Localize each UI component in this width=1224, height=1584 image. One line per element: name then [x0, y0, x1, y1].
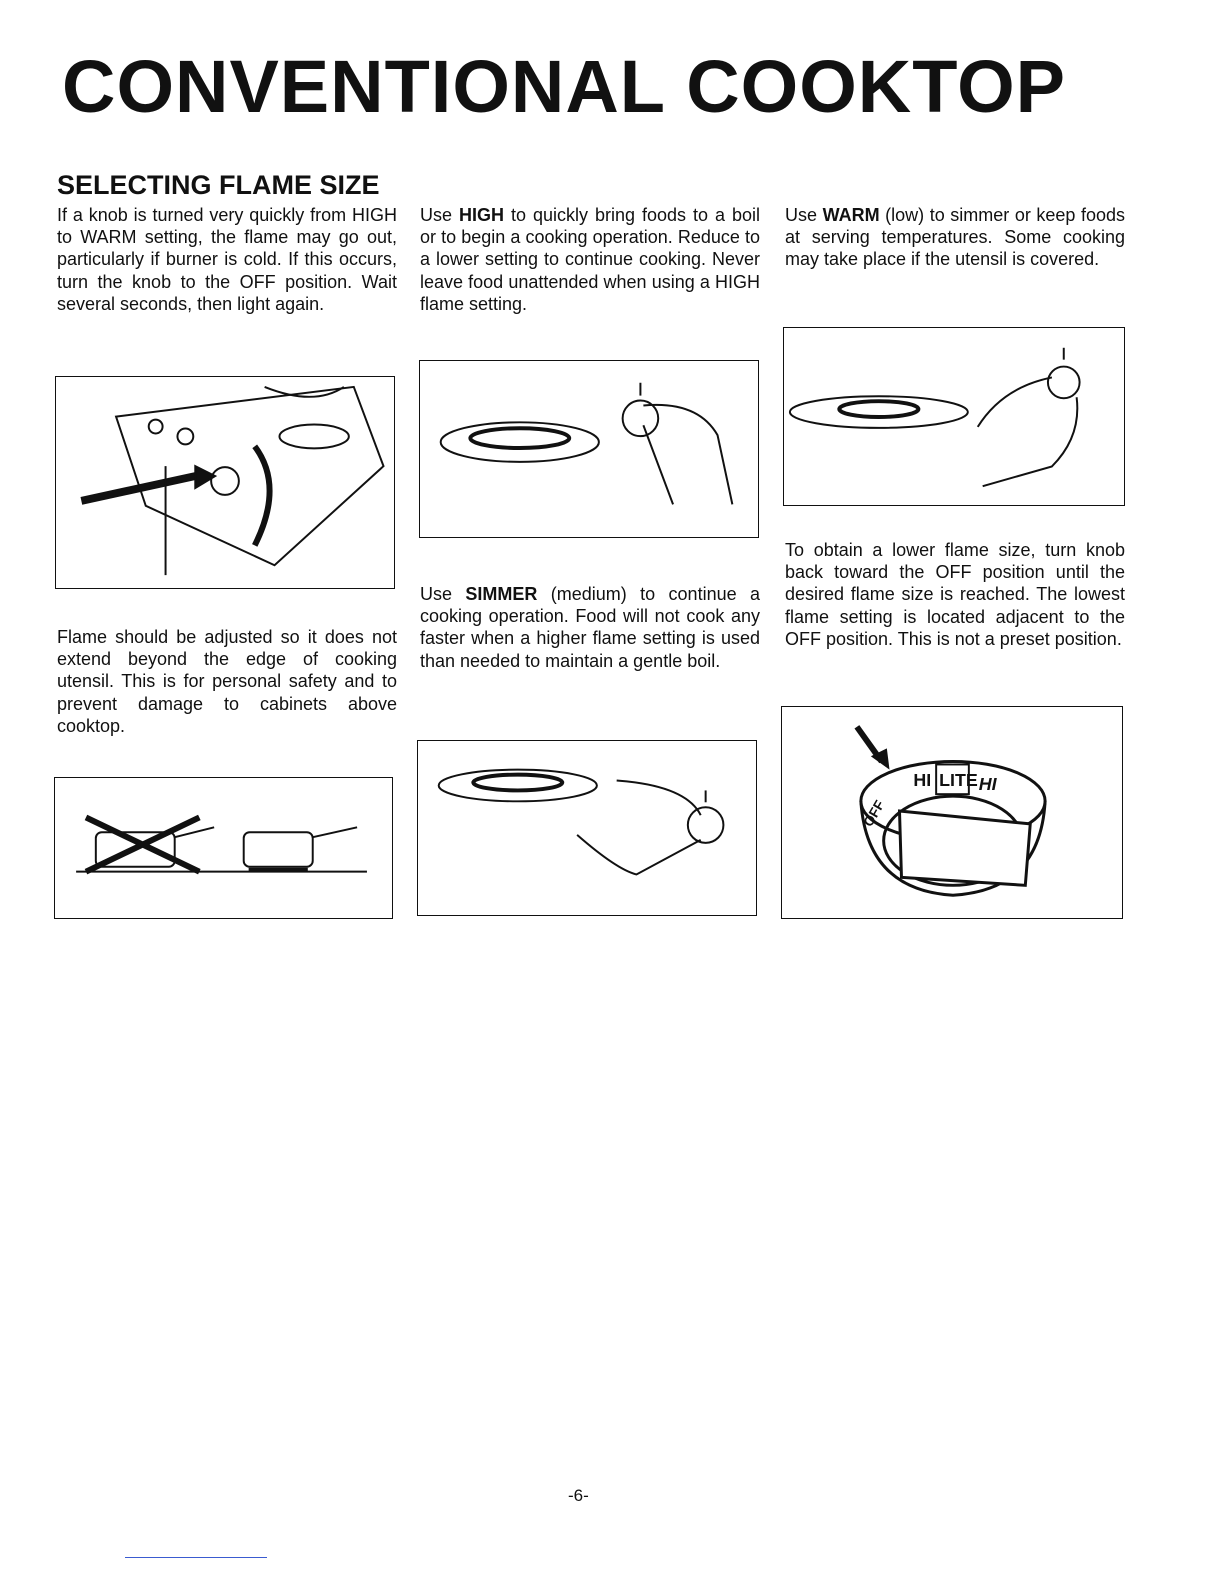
simmer-flame-illustration — [417, 740, 757, 916]
restart-instructions: If a knob is turned very quickly from HIGH to WARM setting, the flame may go out, particularly if burner is cold. If this occurs, turn the knob to the OFF position. Wait several seconds, then light again. — [57, 205, 397, 314]
flame-safety-text: Flame should be adjusted so it does not extend beyond the edge of cooking utensil. This is for personal safety and to prevent damage to cabinets above cooktop. — [57, 627, 397, 736]
warm-setting-text: Use WARM (low) to simmer or keep foods at serving temperatures. Some cooking may take place if the utensil is covered. — [785, 205, 1126, 270]
knob-label-hi-2: HI — [978, 774, 997, 795]
warm-flame-illustration — [783, 327, 1125, 506]
flame-size-comparison-illustration — [54, 777, 393, 919]
knob-closeup-illustration — [781, 706, 1123, 919]
lower-flame-text: To obtain a lower flame size, turn knob back toward the OFF position until the desired flame size is reached. The lowest flame setting is located adjacent to the OFF position. This is not a preset position. — [785, 540, 1125, 649]
high-flame-illustration — [419, 360, 759, 538]
knob-label-lite: LITE — [939, 770, 978, 791]
knob-turn-illustration — [55, 376, 395, 589]
page-number: -6- — [568, 1486, 589, 1505]
high-setting-text: Use HIGH to quickly bring foods to a boil or to begin a cooking operation. Reduce to a lower setting to continue cooking. Never leave food unattended when using a HIGH flame setting. — [420, 205, 761, 314]
knob-label-hi: HI — [913, 770, 932, 791]
knob-label-off: OFF — [859, 797, 888, 830]
section-heading: SELECTING FLAME SIZE — [57, 170, 380, 200]
page-title: CONVENTIONAL COOKTOP — [62, 45, 1067, 128]
bottom-underline — [125, 1557, 267, 1558]
simmer-setting-text: Use SIMMER (medium) to continue a cooking operation. Food will not cook any faster when a higher flame setting is used than needed to maintain a gentle boil. — [420, 584, 760, 671]
